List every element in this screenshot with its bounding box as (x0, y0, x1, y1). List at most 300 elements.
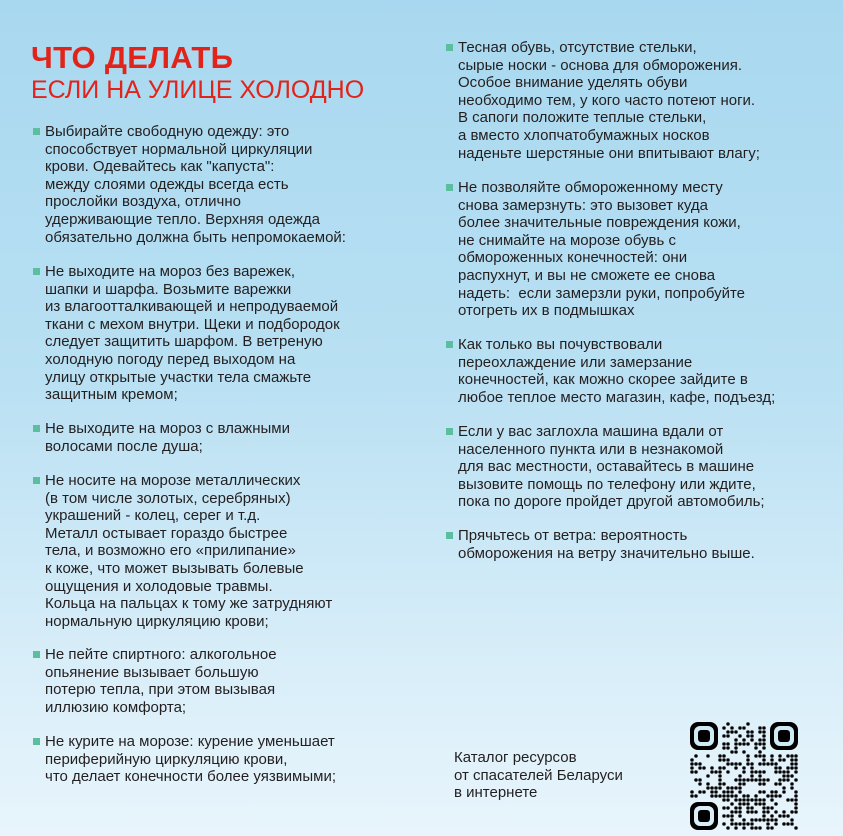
qr-module (722, 754, 725, 757)
qr-module (762, 730, 765, 733)
qr-module (746, 798, 749, 801)
qr-module (734, 798, 737, 801)
qr-module (766, 806, 769, 809)
qr-module (766, 810, 769, 813)
qr-module (762, 770, 765, 773)
qr-module (782, 822, 785, 825)
qr-module (690, 770, 693, 773)
qr-module (746, 742, 749, 745)
qr-module (790, 762, 793, 765)
qr-module (762, 818, 765, 821)
list-item: Не курите на морозе: курение уменьшает периферийную циркуляцию крови, что делает конечности более уязвимыми; (45, 733, 336, 786)
qr-module (702, 766, 705, 769)
qr-module (754, 746, 757, 749)
qr-module (794, 790, 797, 793)
qr-module (722, 758, 725, 761)
qr-module (770, 754, 773, 757)
qr-module (750, 810, 753, 813)
qr-module (786, 766, 789, 769)
qr-module (726, 758, 729, 761)
qr-module (742, 826, 745, 829)
qr-module (762, 726, 765, 729)
qr-module (754, 818, 757, 821)
qr-module (778, 778, 781, 781)
page-title: ЧТО ДЕЛАТЬ (31, 40, 234, 75)
qr-module (750, 770, 753, 773)
bullet-icon (33, 268, 40, 275)
list-item: Тесная обувь, отсутствие стельки, сырые носки - основа для обморожения. Особое внимание уделять обуви необходимо тем, у кого часто потеют ноги. В сапоги положите теплые стельки, а вместо хлопчатобумажных носков наденьте шерстяные они впитывают влагу; (458, 39, 760, 162)
qr-module (766, 822, 769, 825)
qr-code-icon[interactable] (690, 722, 798, 830)
qr-module (726, 790, 729, 793)
qr-module (778, 766, 781, 769)
qr-module (754, 742, 757, 745)
qr-module (750, 766, 753, 769)
list-item: Не пейте спиртного: алкогольное опьянение вызывает большую потерю тепла, при этом вызывая иллюзию комфорта; (45, 646, 277, 716)
qr-module (790, 810, 793, 813)
qr-module (790, 774, 793, 777)
qr-module (782, 770, 785, 773)
bullet-icon (33, 128, 40, 135)
qr-module (790, 818, 793, 821)
qr-module (698, 790, 701, 793)
qr-module (794, 798, 797, 801)
qr-module (774, 782, 777, 785)
qr-module (738, 790, 741, 793)
qr-module (758, 774, 761, 777)
qr-module (794, 826, 797, 829)
qr-module (754, 810, 757, 813)
qr-module (770, 798, 773, 801)
qr-module (794, 806, 797, 809)
qr-module (790, 822, 793, 825)
qr-module (762, 758, 765, 761)
qr-module (730, 786, 733, 789)
qr-module (746, 758, 749, 761)
qr-module (718, 794, 721, 797)
qr-module (774, 770, 777, 773)
qr-module (762, 762, 765, 765)
list-item: Как только вы почувствовали переохлаждение или замерзание конечностей, как можно скорее зайдите в любое теплое место магазин, кафе, подъезд; (458, 336, 775, 406)
qr-module (774, 818, 777, 821)
qr-module (734, 786, 737, 789)
qr-module (742, 798, 745, 801)
qr-module (722, 798, 725, 801)
qr-module (730, 822, 733, 825)
qr-module (754, 754, 757, 757)
qr-module (726, 770, 729, 773)
qr-module (770, 794, 773, 797)
qr-module (770, 818, 773, 821)
qr-module (758, 798, 761, 801)
qr-module (754, 826, 757, 829)
qr-module (782, 786, 785, 789)
qr-module (750, 818, 753, 821)
qr-module (730, 810, 733, 813)
qr-module (774, 794, 777, 797)
qr-module (698, 766, 701, 769)
qr-module (794, 766, 797, 769)
qr-module (782, 810, 785, 813)
qr-module (726, 798, 729, 801)
qr-module (754, 802, 757, 805)
qr-module (754, 794, 757, 797)
qr-module (782, 814, 785, 817)
qr-module (718, 770, 721, 773)
list-item: Прячьтесь от ветра: вероятность обморожения на ветру значительно выше. (458, 527, 755, 562)
qr-module (722, 746, 725, 749)
qr-module (762, 746, 765, 749)
qr-module (750, 734, 753, 737)
qr-module (706, 786, 709, 789)
qr-module (726, 730, 729, 733)
qr-module (734, 730, 737, 733)
qr-module (738, 742, 741, 745)
qr-module (738, 734, 741, 737)
qr-module (706, 782, 709, 785)
qr-module (746, 794, 749, 797)
bullet-icon (446, 341, 453, 348)
qr-module (734, 762, 737, 765)
qr-module (710, 770, 713, 773)
qr-module (774, 802, 777, 805)
qr-module (726, 746, 729, 749)
bullet-icon (33, 477, 40, 484)
qr-module (758, 738, 761, 741)
qr-module (742, 782, 745, 785)
qr-module (746, 802, 749, 805)
bullet-icon (446, 44, 453, 51)
qr-module (794, 810, 797, 813)
qr-module (734, 794, 737, 797)
qr-module (794, 778, 797, 781)
qr-module (762, 798, 765, 801)
qr-module (722, 814, 725, 817)
qr-module (782, 790, 785, 793)
qr-module (726, 722, 729, 725)
qr-module (774, 790, 777, 793)
qr-module (738, 782, 741, 785)
qr-module (750, 738, 753, 741)
qr-module (726, 826, 729, 829)
qr-module (726, 786, 729, 789)
qr-module (778, 754, 781, 757)
qr-module (718, 766, 721, 769)
list-item: Не позволяйте обмороженному месту снова замерзнуть: это вызовет куда более значительные повреждения кожи, не снимайте на морозе обувь с обмороженных конечностей: они распухнут, и вы не сможете ее снова надеть: если замерзли руки, попробуйте отогреть их в подмышках (458, 179, 745, 320)
qr-module (766, 794, 769, 797)
qr-module (794, 794, 797, 797)
bullet-icon (33, 425, 40, 432)
qr-module (726, 762, 729, 765)
qr-module (754, 798, 757, 801)
qr-module (710, 794, 713, 797)
qr-module (726, 734, 729, 737)
qr-module (746, 810, 749, 813)
qr-module (746, 822, 749, 825)
qr-module (718, 778, 721, 781)
qr-module (734, 766, 737, 769)
qr-module (730, 802, 733, 805)
qr-module (770, 758, 773, 761)
qr-module (766, 778, 769, 781)
qr-module (746, 806, 749, 809)
qr-module (762, 806, 765, 809)
qr-module (750, 762, 753, 765)
qr-module (770, 762, 773, 765)
qr-module (758, 826, 761, 829)
qr-module (750, 798, 753, 801)
qr-module (694, 770, 697, 773)
qr-module (738, 762, 741, 765)
qr-module (710, 786, 713, 789)
qr-module (754, 778, 757, 781)
qr-module (726, 794, 729, 797)
qr-module (738, 806, 741, 809)
qr-module (706, 774, 709, 777)
qr-module (734, 826, 737, 829)
qr-module (722, 734, 725, 737)
qr-module (786, 798, 789, 801)
qr-module (738, 810, 741, 813)
qr-module (790, 798, 793, 801)
qr-module (742, 766, 745, 769)
qr-module (758, 730, 761, 733)
qr-module (738, 802, 741, 805)
qr-module (746, 754, 749, 757)
qr-module (762, 802, 765, 805)
qr-module (730, 730, 733, 733)
list-item: Не выходите на мороз с влажными волосами после душа; (45, 420, 290, 455)
list-item: Если у вас заглохла машина вдали от населенного пункта или в незнакомой для вас местности, оставайтесь в машине вызовите помощь по телефону или ждите, пока по дороге пройдет другой автомобиль; (458, 423, 765, 511)
qr-module (762, 734, 765, 737)
qr-module (786, 778, 789, 781)
qr-module (734, 810, 737, 813)
qr-module (710, 766, 713, 769)
qr-module (786, 814, 789, 817)
qr-module (782, 758, 785, 761)
qr-module (742, 794, 745, 797)
qr-module (758, 778, 761, 781)
qr-module (794, 762, 797, 765)
qr-module (782, 774, 785, 777)
qr-module (774, 810, 777, 813)
qr-module (742, 802, 745, 805)
qr-module (758, 770, 761, 773)
qr-module (750, 774, 753, 777)
qr-module (706, 754, 709, 757)
bullet-icon (446, 428, 453, 435)
qr-module (778, 758, 781, 761)
qr-module (758, 762, 761, 765)
qr-module (730, 814, 733, 817)
qr-module (770, 806, 773, 809)
qr-module (738, 726, 741, 729)
qr-module (790, 782, 793, 785)
qr-module (694, 778, 697, 781)
qr-module (722, 742, 725, 745)
qr-module (766, 818, 769, 821)
qr-module (718, 758, 721, 761)
qr-module (774, 766, 777, 769)
qr-module (742, 750, 745, 753)
bullet-icon (446, 532, 453, 539)
qr-module (758, 802, 761, 805)
qr-module (734, 750, 737, 753)
qr-module (742, 778, 745, 781)
qr-module (730, 726, 733, 729)
qr-module (770, 826, 773, 829)
qr-module (746, 722, 749, 725)
qr-module (762, 814, 765, 817)
qr-module (734, 778, 737, 781)
qr-module (786, 774, 789, 777)
footer-caption: Каталог ресурсов от спасателей Беларуси в интернете (454, 749, 623, 801)
qr-module (738, 778, 741, 781)
qr-module (738, 786, 741, 789)
qr-module (742, 738, 745, 741)
qr-module (750, 806, 753, 809)
qr-module (714, 786, 717, 789)
qr-module (730, 794, 733, 797)
qr-module (750, 778, 753, 781)
qr-module (750, 730, 753, 733)
page-subtitle: ЕСЛИ НА УЛИЦЕ ХОЛОДНО (31, 76, 365, 104)
qr-module (694, 754, 697, 757)
qr-module (762, 754, 765, 757)
qr-module (698, 762, 701, 765)
qr-module (718, 782, 721, 785)
qr-module (690, 794, 693, 797)
qr-module (702, 790, 705, 793)
list-item: Не носите на морозе металлических (в том числе золотых, серебряных) украшений - колец, серег и т.д. Металл остывает гораздо быстрее тела, и возможно его «прилипание» к коже, что может вызывать болевые ощущения и холодовые травмы. Кольца на пальцах к тому же затрудняют нормальную циркуляцию крови; (45, 472, 332, 630)
qr-module (758, 782, 761, 785)
qr-module (770, 814, 773, 817)
qr-module (694, 794, 697, 797)
qr-module (730, 762, 733, 765)
qr-module (758, 726, 761, 729)
qr-module (790, 758, 793, 761)
qr-module (718, 754, 721, 757)
qr-module (694, 762, 697, 765)
qr-module (730, 818, 733, 821)
qr-module (690, 790, 693, 793)
qr-module (778, 782, 781, 785)
qr-module (690, 758, 693, 761)
qr-module (722, 806, 725, 809)
qr-module (722, 822, 725, 825)
qr-module (790, 786, 793, 789)
qr-module (750, 822, 753, 825)
qr-module (794, 802, 797, 805)
qr-module (762, 778, 765, 781)
qr-module (690, 762, 693, 765)
qr-module (698, 782, 701, 785)
bullet-icon (33, 738, 40, 745)
qr-module (758, 754, 761, 757)
qr-module (758, 818, 761, 821)
qr-module (726, 742, 729, 745)
qr-module (746, 734, 749, 737)
qr-module (742, 770, 745, 773)
list-item: Не выходите на мороз без варежек, шапки и шарфа. Возьмите варежки из влагоотталкивающей и непродуваемой ткани с мехом внутри. Щеки и подбородок следует защитить шарфом. В ветреную холодную погоду перед выходом на улицу открытые участки тела смажьте защитным кремом; (45, 263, 340, 404)
qr-module (742, 726, 745, 729)
qr-module (754, 770, 757, 773)
qr-module (762, 738, 765, 741)
qr-module (762, 810, 765, 813)
qr-module (734, 822, 737, 825)
qr-module (690, 766, 693, 769)
qr-module (726, 814, 729, 817)
qr-module (746, 730, 749, 733)
qr-module (698, 778, 701, 781)
qr-module (718, 774, 721, 777)
qr-module (722, 782, 725, 785)
qr-module (778, 814, 781, 817)
list-item: Выбирайте свободную одежду: это способствует нормальной циркуляции крови. Одевайтесь как "капуста": между слоями одежды всегда есть прослойки воздуха, отлично удерживающие тепло. Верхняя одежда обязательно должна быть непромокаемой: (45, 123, 346, 246)
qr-module (782, 778, 785, 781)
qr-module (738, 814, 741, 817)
qr-module (778, 770, 781, 773)
qr-module (734, 738, 737, 741)
qr-module (738, 798, 741, 801)
qr-module (778, 794, 781, 797)
qr-module (714, 790, 717, 793)
qr-module (746, 762, 749, 765)
qr-module (766, 762, 769, 765)
qr-module (786, 822, 789, 825)
qr-module (786, 754, 789, 757)
qr-module (750, 826, 753, 829)
qr-module (758, 742, 761, 745)
qr-module (734, 746, 737, 749)
qr-module (758, 790, 761, 793)
qr-module (774, 822, 777, 825)
bullet-icon (33, 651, 40, 658)
qr-module (738, 822, 741, 825)
qr-module (730, 790, 733, 793)
qr-module (722, 766, 725, 769)
qr-module (742, 742, 745, 745)
qr-module (738, 774, 741, 777)
qr-module (746, 778, 749, 781)
qr-module (734, 742, 737, 745)
qr-module (758, 750, 761, 753)
qr-module (786, 770, 789, 773)
qr-module (718, 786, 721, 789)
qr-module (734, 806, 737, 809)
qr-module (726, 806, 729, 809)
qr-module (790, 766, 793, 769)
qr-module (722, 790, 725, 793)
bullet-icon (446, 184, 453, 191)
qr-module (770, 790, 773, 793)
qr-module (762, 790, 765, 793)
qr-module (794, 754, 797, 757)
qr-module (790, 754, 793, 757)
qr-module (730, 750, 733, 753)
qr-module (762, 742, 765, 745)
qr-module (714, 770, 717, 773)
qr-module (794, 770, 797, 773)
qr-module (742, 818, 745, 821)
qr-module (742, 822, 745, 825)
qr-module (762, 782, 765, 785)
qr-module (766, 826, 769, 829)
qr-module (774, 762, 777, 765)
qr-module (722, 794, 725, 797)
qr-module (714, 794, 717, 797)
qr-module (710, 790, 713, 793)
